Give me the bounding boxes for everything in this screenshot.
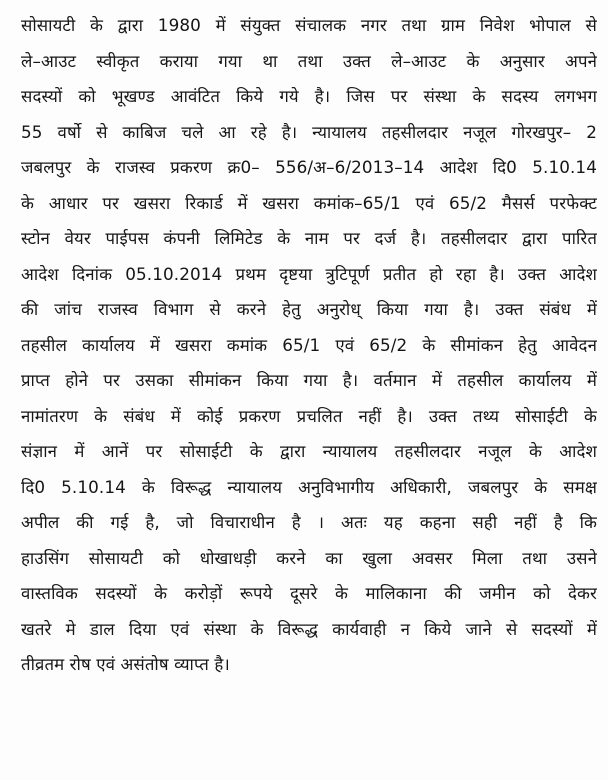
- text-line-19: तीव्रतम रोष एवं असंतोष व्याप्त है।: [21, 654, 230, 674]
- text-line-14: दि0 5.10.14 के विरूद्ध न्यायालय अनुविभागीय अधिकारी, जबलपुर के समक्ष: [21, 476, 597, 497]
- text-line-6: के आधार पर खसरा रिकार्ड में खसरा कमांक–65/1 एवं 65/2 मैसर्स परफेक्ट: [21, 192, 597, 213]
- text-line-13: संज्ञान में आनें पर सोसाईटी के द्वारा न्यायालय तहसीलदार नजूल के आदेश: [21, 441, 597, 461]
- text-line-18: खतरे मे डाल दिया एवं संस्था के विरूद्ध कार्यवाही न किये जाने से सदस्यों में: [21, 618, 597, 639]
- text-line-11: प्राप्त होने पर उसका सीमांकन किया गया है। वर्तमान में तहसील कार्यालय में: [21, 370, 597, 390]
- text-line-3: सदस्यों को भूखण्ड आवंटित किये गये है। जिस पर संस्था के सदस्य लगभग: [21, 86, 597, 106]
- text-line-7: स्टोन वेयर पाईपस कंपनी लिमिटेड के नाम पर दर्ज है। तहसीलदार द्वारा पारित: [21, 228, 597, 248]
- text-line-10: तहसील कार्यालय में खसरा कमांक 65/1 एवं 65/2 के सीमांकन हेतु आवेदन: [21, 334, 597, 355]
- text-line-16: हाउसिंग सोसायटी को धोखाधड़ी करने का खुला अवसर मिला तथा उसने: [21, 547, 597, 568]
- text-line-15: अपील की गई है, जो विचाराधीन है । अतः यह कहना सही नहीं है कि: [21, 512, 597, 532]
- text-line-2: ले–आउट स्वीकृत कराया गया था तथा उक्त ले–आउट के अनुसार अपने: [21, 50, 597, 71]
- text-line-1: सोसायटी के द्वारा 1980 में संयुक्त संचालक नगर तथा ग्राम निवेश भोपाल से: [21, 15, 597, 35]
- text-line-12: नामांतरण के संबंध में कोई प्रकरण प्रचलित नहीं है। उक्त तथ्य सोसाईटी के: [21, 405, 597, 426]
- document-paragraph: [21, 8, 597, 683]
- text-line-8: आदेश दिनांक 05.10.2014 प्रथम दृष्टया त्रुटिपूर्ण प्रतीत हो रहा है। उक्त आदेश: [21, 263, 597, 284]
- text-line-4: 55 वर्षो से काबिज चले आ रहे है। न्यायालय तहसीलदार नजूल गोरखपुर– 2: [21, 121, 597, 142]
- text-line-17: वास्तविक सदस्यों के करोड़ों रूपये दूसरे के मालिकाना की जमीन को देकर: [21, 583, 597, 603]
- text-line-5: जबलपुर के राजस्व प्रकरण क्र0– 556/अ–6/2013–14 आदेश दि0 5.10.14: [21, 157, 597, 177]
- text-line-9: की जांच राजस्व विभाग से करने हेतु अनुरोध् किया गया है। उक्त संबंध में: [21, 299, 597, 319]
